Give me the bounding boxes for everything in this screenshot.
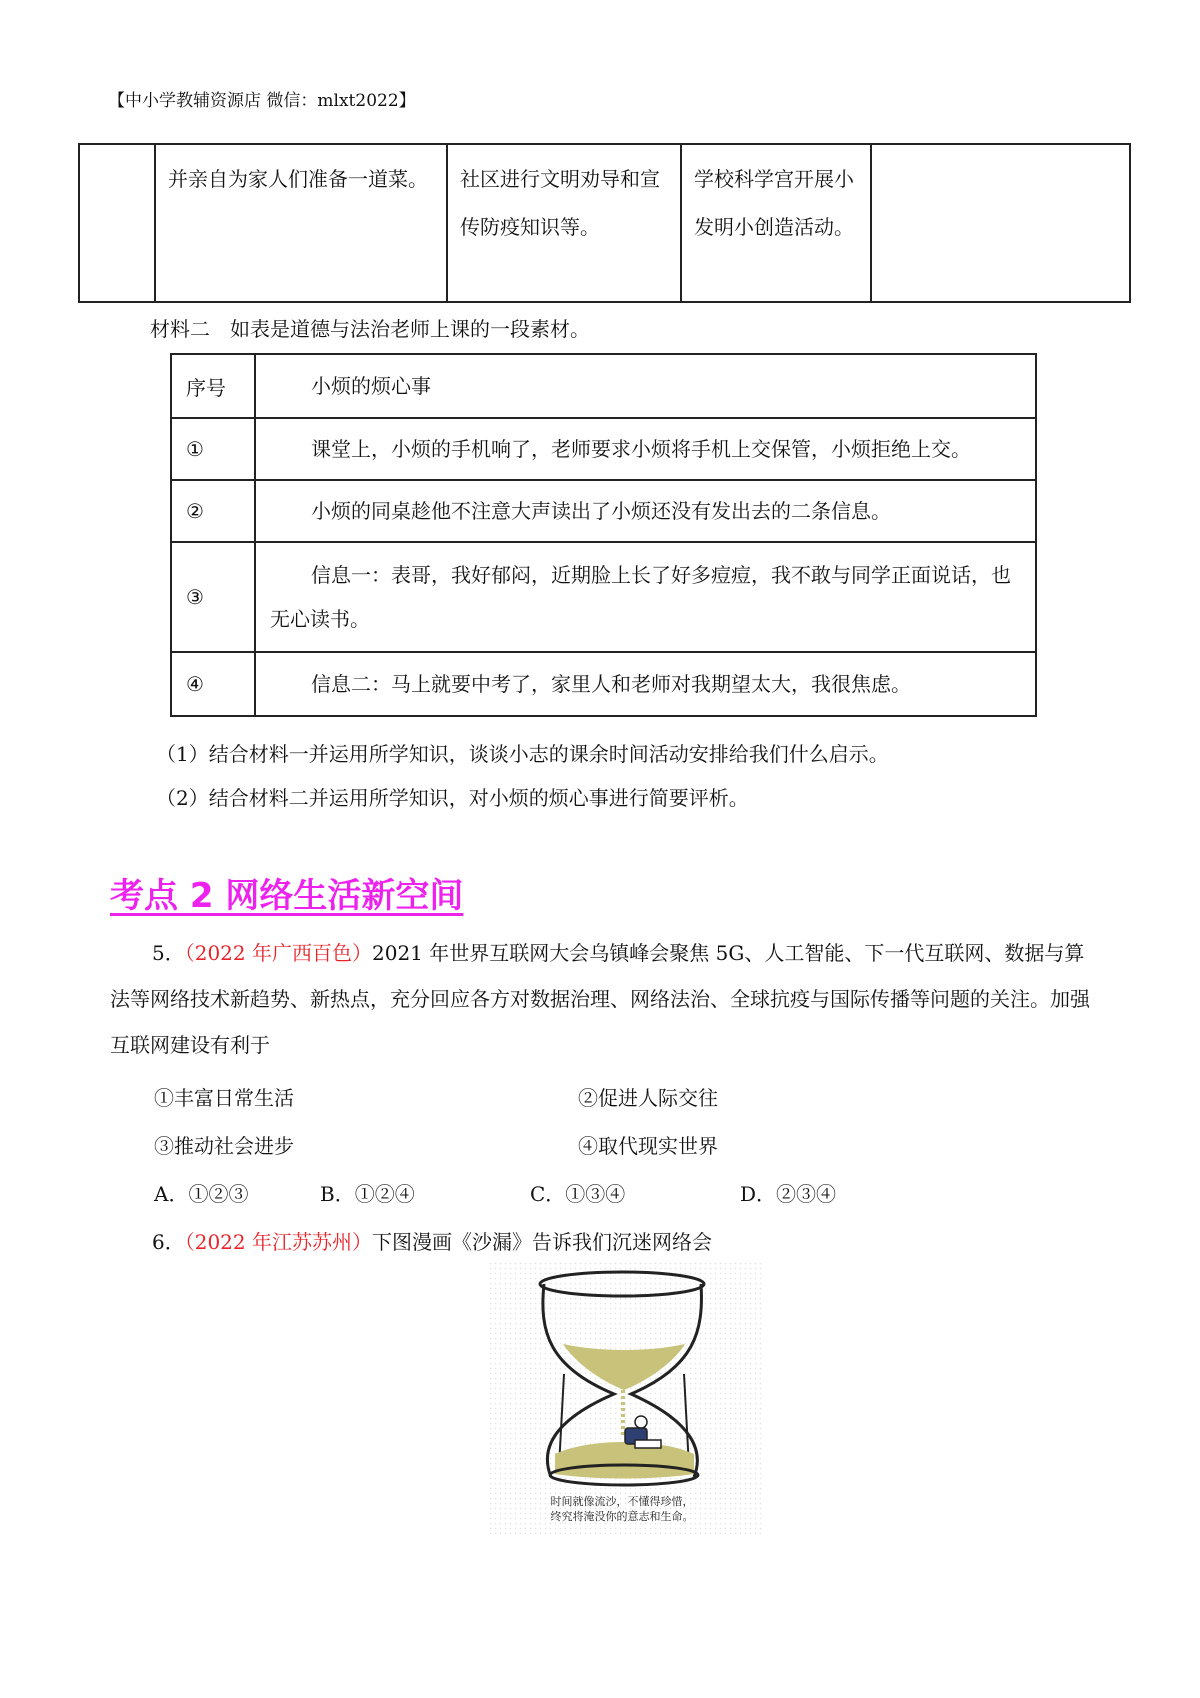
section-title: 考点 2 网络生活新空间 (110, 876, 464, 916)
question-6-stem (152, 1226, 712, 1255)
row-number: ② (171, 480, 255, 542)
question-number: 5． (152, 941, 185, 965)
table-header-row (171, 354, 1036, 418)
row-text: 课堂上，小烦的手机响了，老师要求小烦将手机上交保管，小烦拒绝上交。 (255, 418, 1036, 480)
choice-b: B．①②④ (320, 1182, 415, 1206)
table-cell: 并亲自为家人们准备一道菜。 (155, 144, 447, 302)
statement-2: ②促进人际交往 (578, 1086, 718, 1110)
cartoon-caption-line-1: 时间就像流沙，不懂得珍惜， (550, 1495, 694, 1508)
statement-4: ④取代现实世界 (578, 1134, 718, 1158)
table-cell: 学校科学宫开展小发明小创造活动。 (681, 144, 871, 302)
table-row (171, 542, 1036, 652)
table-cell (79, 144, 155, 302)
choice-c: C．①③④ (530, 1182, 626, 1206)
page-header: 【中小学教辅资源店 微信：mlxt2022】 (108, 91, 416, 111)
question-1: （1）结合材料一并运用所学知识，谈谈小志的课余时间活动安排给我们什么启示。 (156, 742, 889, 766)
hourglass-cartoon (489, 1262, 761, 1538)
worries-table (170, 353, 1037, 717)
question-5-stem (110, 930, 1100, 1068)
statement-1: ①丰富日常生活 (154, 1086, 294, 1110)
choice-a: A．①②③ (154, 1182, 249, 1206)
row-number: ③ (171, 542, 255, 652)
row-number: ④ (171, 652, 255, 716)
cartoon-caption-line-2: 终究将淹没你的意志和生命。 (550, 1510, 694, 1523)
table-cell: 社区进行文明劝导和宣传防疫知识等。 (447, 144, 681, 302)
statement-3: ③推动社会进步 (154, 1134, 294, 1158)
row-number: ① (171, 418, 255, 480)
table-row (171, 480, 1036, 542)
row-text: 信息二：马上就要中考了，家里人和老师对我期望太大，我很焦虑。 (255, 652, 1036, 716)
question-number: 6． (152, 1230, 185, 1254)
column-header-number: 序号 (171, 354, 255, 418)
activity-table-continued (78, 143, 1131, 303)
row-text: 信息一：表哥，我好郁闷，近期脸上长了好多痘痘，我不敢与同学正面说话，也无心读书。 (255, 542, 1036, 652)
column-header-worries: 小烦的烦心事 (255, 354, 1036, 418)
question-source: （2022 年江苏苏州） (184, 1230, 372, 1254)
question-text: 2021 年世界互联网大会乌镇峰会聚焦 5G、人工智能、下一代互联网、数据与算法等网络技术新趋势、新热点，充分回应各方对数据治理、网络法治、全球抗疫与国际传播等问题的关注。加强互联网建设有利于 (110, 941, 1090, 1057)
choice-d: D．②③④ (740, 1182, 837, 1206)
question-source: （2022 年广西百色） (184, 941, 372, 965)
question-text: 下图漫画《沙漏》告诉我们沉迷网络会 (372, 1230, 712, 1254)
row-text: 小烦的同桌趁他不注意大声读出了小烦还没有发出去的二条信息。 (255, 480, 1036, 542)
table-row (171, 418, 1036, 480)
question-2: （2）结合材料二并运用所学知识，对小烦的烦心事进行简要评析。 (156, 786, 749, 810)
table-cell (871, 144, 1130, 302)
table-row (171, 652, 1036, 716)
material-two-intro: 材料二 如表是道德与法治老师上课的一段素材。 (150, 317, 590, 341)
